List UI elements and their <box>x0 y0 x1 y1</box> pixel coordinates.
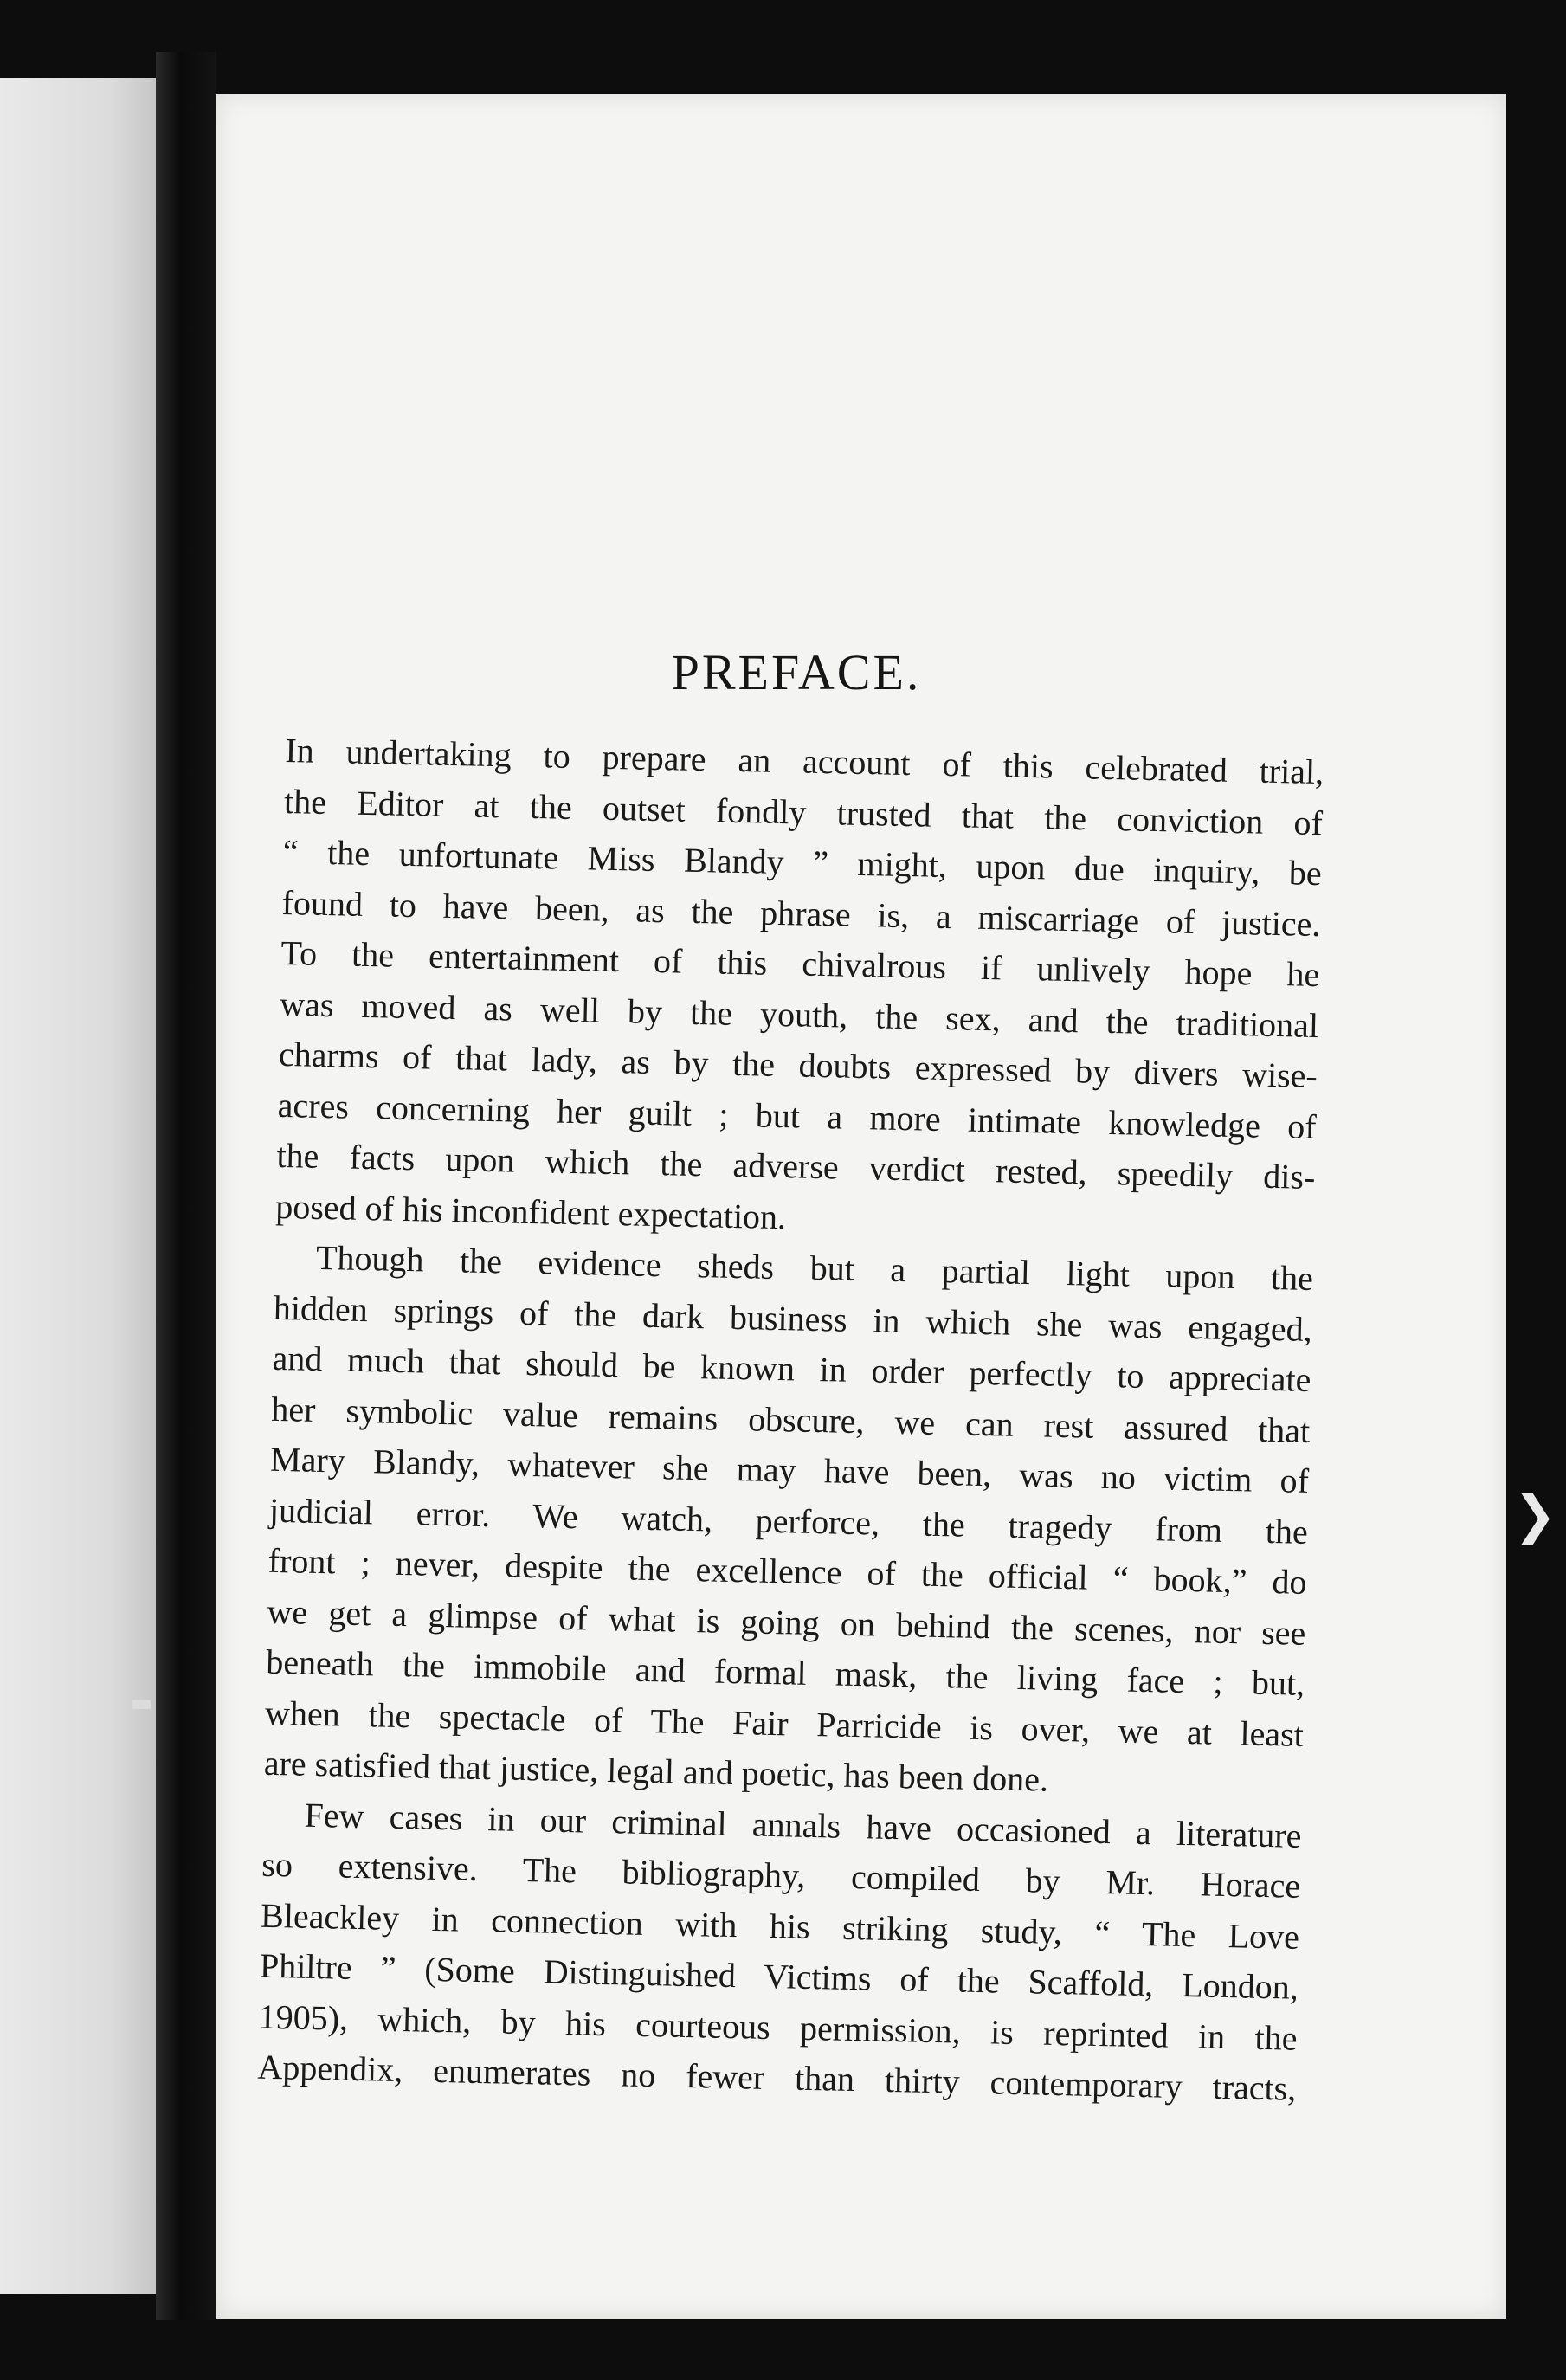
text-line: beneath the immobile and formal mask, the living face ; but, <box>265 1641 1305 1703</box>
text-line: we get a glimpse of what is going on behind the scenes, nor see <box>267 1591 1306 1653</box>
text-line: judicial error. We watch, perforce, the tragedy from the <box>268 1490 1309 1551</box>
text-line: 1905), which, by his courteous permission, is reprinted in the <box>258 1996 1298 2058</box>
text-line: Appendix, enumerates no fewer than thirty contemporary tracts, <box>257 2047 1297 2108</box>
scan-artifact: ❯ <box>1513 1485 1557 1545</box>
text-line: found to have been, as the phrase is, a miscarriage of justice. <box>281 882 1321 944</box>
text-line: posed of his inconfident expectation. <box>274 1186 787 1236</box>
text-line: To the entertainment of this chivalrous if unlively hope he <box>280 932 1320 995</box>
text-line: In undertaking to prepare an account of this celebrated trial, <box>284 730 1324 792</box>
text-line: acres concerning her guilt ; but a more intimate knowledge of <box>277 1085 1318 1146</box>
paragraph-2 <box>263 1232 1313 1810</box>
scan-artifact: ▬ <box>130 1688 153 1717</box>
text-line: “ the unfortunate Miss Blandy ” might, upon due inquiry, be <box>282 831 1323 893</box>
text-line: Few cases in our criminal annals have occasioned a literature <box>304 1795 1302 1855</box>
binding-gutter <box>156 52 216 2320</box>
body-text <box>257 726 1324 2114</box>
text-line: Bleackley in connection with his striking study, “ The Love <box>260 1895 1300 1957</box>
adjacent-page-edge <box>0 78 156 2294</box>
text-line: Mary Blandy, whatever she may have been, was no victim of <box>269 1439 1310 1500</box>
text-line: Though the evidence sheds but a partial light upon the <box>315 1237 1314 1298</box>
text-line: her symbolic value remains obscure, we can rest assured that <box>271 1389 1311 1450</box>
text-line: Philtre ” (Some Distinguished Victims of the Scaffold, London, <box>259 1945 1299 2007</box>
text-line: and much that should be known in order perfectly to appreciate <box>272 1338 1311 1399</box>
paragraph-1 <box>275 726 1324 1254</box>
text-line: was moved as well by the youth, the sex, and the traditional <box>279 984 1319 1045</box>
text-line: the facts upon which the adverse verdict rested, speedily dis- <box>276 1135 1316 1197</box>
text-line: charms of that lady, as by the doubts expressed by divers wise- <box>278 1034 1318 1096</box>
text-line: so extensive. The bibliography, compiled by Mr. Horace <box>261 1844 1301 1906</box>
text-line: hidden springs of the dark business in which she was engaged, <box>273 1287 1313 1349</box>
text-line: when the spectacle of The Fair Parricide is over, we at least <box>264 1693 1305 1754</box>
text-line: the Editor at the outset fondly trusted that the conviction of <box>283 781 1324 842</box>
document-page <box>216 94 1506 2319</box>
text-line: front ; never, despite the excellence of the official “ book,” do <box>267 1540 1308 1602</box>
page-title: PREFACE. <box>671 644 922 700</box>
paragraph-3 <box>257 1789 1302 2114</box>
text-line: are satisfied that justice, legal and poetic, has been done. <box>263 1743 1049 1799</box>
